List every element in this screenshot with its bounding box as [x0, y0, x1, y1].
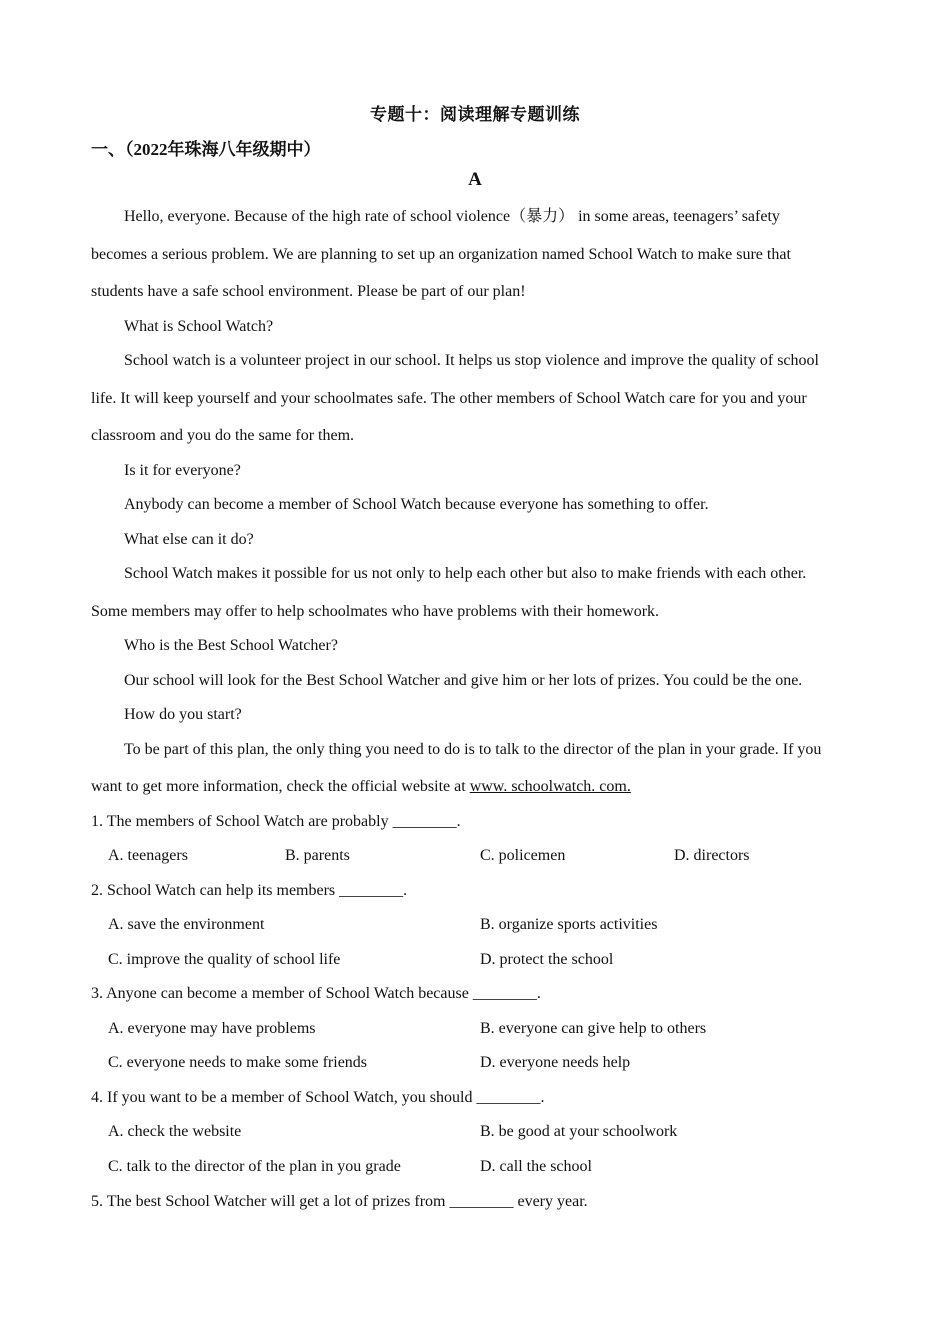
passage-text: want to get more information, check the official website at: [91, 778, 470, 795]
passage-subheading: What else can it do?: [124, 531, 254, 548]
option: C. policemen: [480, 847, 566, 864]
passage-line: life. It will keep yourself and your schoolmates safe. The other members of School Watch care for you and your: [91, 390, 807, 407]
option: A. check the website: [108, 1123, 242, 1140]
option: A. everyone may have problems: [108, 1020, 316, 1037]
option: C. everyone needs to make some friends: [108, 1054, 368, 1071]
option: B. everyone can give help to others: [480, 1020, 707, 1037]
option: C. improve the quality of school life: [108, 951, 341, 968]
passage-line: School watch is a volunteer project in our school. It helps us stop violence and improve the quality of school: [124, 352, 819, 369]
option: D. everyone needs help: [480, 1054, 631, 1071]
passage-label: A: [468, 169, 482, 190]
passage-line: Our school will look for the Best School Watcher and give him or her lots of prizes. You could be the one.: [124, 672, 803, 689]
question-stem: 4. If you want to be a member of School Watch, you should ________.: [91, 1089, 545, 1106]
question-stem: 2. School Watch can help its members ________.: [91, 882, 408, 899]
passage-line: becomes a serious problem. We are planning to set up an organization named School Watch to make sure that: [91, 246, 791, 263]
option: A. teenagers: [108, 847, 188, 864]
option: D. directors: [674, 847, 750, 864]
passage-line: To be part of this plan, the only thing you need to do is to talk to the director of the plan in your grade. If you: [124, 741, 822, 758]
passage-subheading: What is School Watch?: [124, 318, 274, 335]
option: C. talk to the director of the plan in you grade: [108, 1158, 401, 1175]
section-heading: 一、（2022年珠海八年级期中）: [91, 140, 321, 159]
passage-line: Hello, everyone. Because of the high rate of school violence（暴力） in some areas, teenagers’ safety: [124, 208, 780, 225]
question-stem: 1. The members of School Watch are probably ________.: [91, 813, 461, 830]
passage-subheading: How do you start?: [124, 706, 242, 723]
passage-subheading: Is it for everyone?: [124, 462, 241, 479]
passage-line: students have a safe school environment. Please be part of our plan!: [91, 283, 526, 300]
option: D. call the school: [480, 1158, 592, 1175]
passage-line: Some members may offer to help schoolmates who have problems with their homework.: [91, 603, 660, 620]
website-link[interactable]: www. schoolwatch. com.: [469, 778, 631, 795]
option: B. organize sports activities: [480, 916, 658, 933]
option: B. parents: [285, 847, 350, 864]
page-title: 专题十：阅读理解专题训练: [370, 105, 580, 124]
passage-line: [91, 775, 631, 799]
option: D. protect the school: [480, 951, 614, 968]
option: B. be good at your schoolwork: [480, 1123, 678, 1140]
passage-line: classroom and you do the same for them.: [91, 427, 355, 444]
question-stem: 5. The best School Watcher will get a lot of prizes from ________ every year.: [91, 1193, 588, 1210]
passage-subheading: Who is the Best School Watcher?: [124, 637, 338, 654]
option: A. save the environment: [108, 916, 265, 933]
question-stem: 3. Anyone can become a member of School Watch because ________.: [91, 985, 541, 1002]
passage-line: Anybody can become a member of School Watch because everyone has something to offer.: [124, 496, 709, 513]
passage-line: School Watch makes it possible for us not only to help each other but also to make friends with each other.: [124, 565, 807, 582]
